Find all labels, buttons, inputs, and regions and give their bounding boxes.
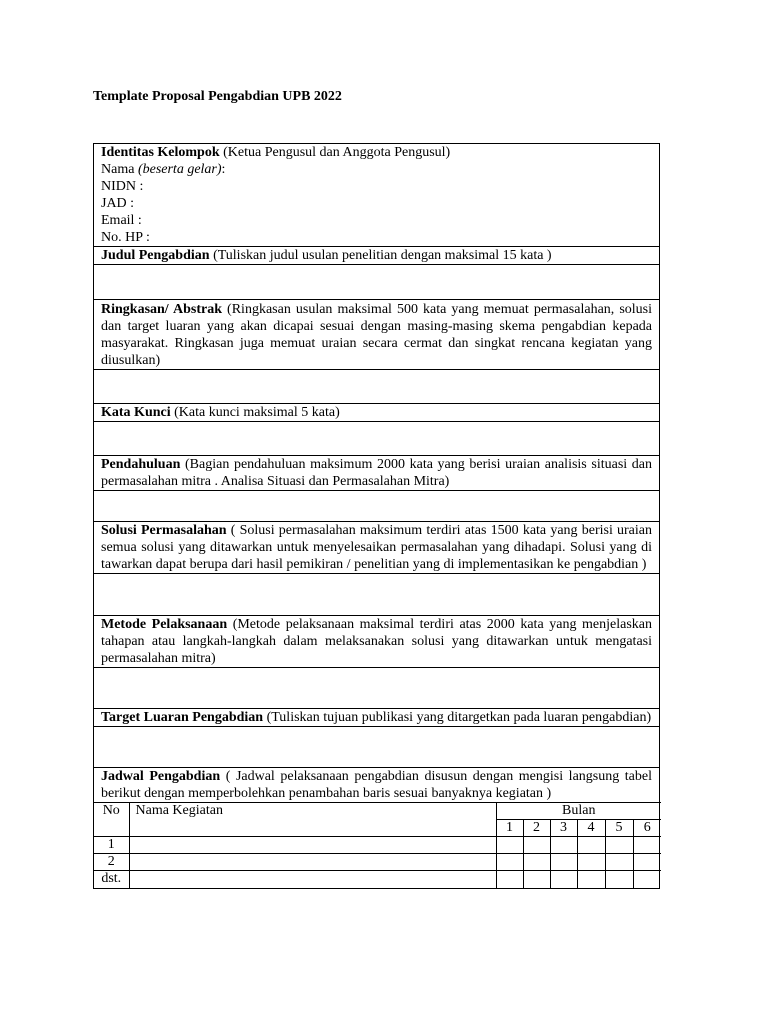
identitas-note: (Ketua Pengusul dan Anggota Pengusul) bbox=[219, 145, 451, 160]
solusi-heading: Solusi Permasalahan bbox=[101, 523, 227, 538]
month-cell[interactable] bbox=[605, 837, 633, 854]
pendahuluan-note: (Bagian pendahuluan maksimum 2000 kata yang berisi uraian analisis situasi dan permasalahan mitra . Analisa Situasi dan Permasalahan Mitra) bbox=[101, 457, 652, 489]
table-row bbox=[94, 871, 661, 888]
ringkasan-heading: Ringkasan/ Abstrak bbox=[101, 302, 222, 317]
ringkasan-section bbox=[94, 300, 659, 370]
document-title: Template Proposal Pengabdian UPB 2022 bbox=[93, 89, 342, 104]
metode-section bbox=[94, 616, 659, 668]
kata-kunci-note: (Kata kunci maksimal 5 kata) bbox=[170, 405, 340, 420]
kata-kunci-heading: Kata Kunci bbox=[101, 405, 171, 420]
month-header: 6 bbox=[633, 820, 661, 837]
judul-heading: Judul Pengabdian bbox=[101, 248, 210, 263]
target-heading: Target Luaran Pengabdian bbox=[101, 710, 264, 725]
nidn-field[interactable]: NIDN : bbox=[101, 179, 144, 194]
month-cell[interactable] bbox=[577, 837, 605, 854]
jadwal-table bbox=[94, 802, 661, 888]
ringkasan-input[interactable] bbox=[94, 370, 659, 404]
col-header-no: No bbox=[94, 803, 129, 837]
hp-field[interactable]: No. HP : bbox=[101, 230, 150, 245]
metode-note: (Metode pelaksanaan maksimal terdiri atas 2000 kata yang menjelaskan tahapan atau langkah-langkah dalam melaksanakan solusi yang ditawarkan untuk mengatasi permasalahan mitra) bbox=[101, 617, 652, 666]
pendahuluan-section bbox=[94, 456, 659, 491]
month-cell[interactable] bbox=[550, 837, 577, 854]
month-cell[interactable] bbox=[496, 854, 523, 871]
month-header: 4 bbox=[577, 820, 605, 837]
ringkasan-note: (Ringkasan usulan maksimal 500 kata yang memuat permasalahan, solusi dan target luaran yang akan dicapai sesuai dengan masing-masing skema pengabdian kepada masyarakat. Ringkasan juga memuat uraian secara cermat dan singkat rencana kegiatan yang diusulkan) bbox=[101, 302, 653, 368]
jadwal-section bbox=[94, 768, 659, 802]
pendahuluan-heading: Pendahuluan bbox=[101, 457, 181, 472]
col-header-nama-kegiatan: Nama Kegiatan bbox=[129, 803, 496, 837]
target-note: (Tuliskan tujuan publikasi yang ditargetkan pada luaran pengabdian) bbox=[263, 710, 652, 725]
month-cell[interactable] bbox=[577, 871, 605, 888]
row-number: 1 bbox=[94, 837, 129, 854]
month-cell[interactable] bbox=[633, 871, 661, 888]
target-section bbox=[94, 709, 659, 727]
identitas-heading: Identitas Kelompok bbox=[101, 145, 220, 160]
judul-input[interactable] bbox=[94, 265, 659, 300]
month-header: 5 bbox=[605, 820, 633, 837]
target-input[interactable] bbox=[94, 727, 659, 768]
identitas-section bbox=[94, 144, 659, 247]
pendahuluan-input[interactable] bbox=[94, 491, 659, 522]
nama-field[interactable]: Nama (beserta gelar): bbox=[101, 162, 226, 177]
judul-section bbox=[94, 247, 659, 265]
month-header: 1 bbox=[496, 820, 523, 837]
month-cell[interactable] bbox=[577, 854, 605, 871]
month-cell[interactable] bbox=[550, 871, 577, 888]
table-row bbox=[94, 837, 661, 854]
metode-input[interactable] bbox=[94, 668, 659, 709]
email-field[interactable]: Email : bbox=[101, 213, 142, 228]
kegiatan-cell[interactable] bbox=[129, 871, 496, 888]
month-cell[interactable] bbox=[496, 871, 523, 888]
month-cell[interactable] bbox=[605, 871, 633, 888]
metode-heading: Metode Pelaksanaan bbox=[101, 617, 228, 632]
solusi-note: ( Solusi permasalahan maksimum terdiri atas 1500 kata yang berisi uraian semua solusi yang ditawarkan untuk menyelesaikan permasalahan yang dihadapi. Solusi yang di tawarkan dapat berupa dari hasil pemikiran / penelitian yang di implementasikan ke pengabdian ) bbox=[101, 523, 652, 572]
month-cell[interactable] bbox=[523, 854, 550, 871]
jadwal-note: ( Jadwal pelaksanaan pengabdian disusun dengan mengisi langsung tabel berikut dengan memperbolehkan penambahan baris sesuai banyaknya kegiatan ) bbox=[101, 769, 652, 801]
jad-field[interactable]: JAD : bbox=[101, 196, 135, 211]
table-row bbox=[94, 854, 661, 871]
col-header-bulan: Bulan bbox=[496, 803, 661, 820]
month-cell[interactable] bbox=[550, 854, 577, 871]
month-cell[interactable] bbox=[496, 837, 523, 854]
row-number: dst. bbox=[94, 871, 129, 888]
judul-note: (Tuliskan judul usulan penelitian dengan maksimal 15 kata ) bbox=[209, 248, 552, 263]
jadwal-heading: Jadwal Pengabdian bbox=[101, 769, 221, 784]
month-cell[interactable] bbox=[605, 854, 633, 871]
month-header: 2 bbox=[523, 820, 550, 837]
month-cell[interactable] bbox=[633, 854, 661, 871]
proposal-form bbox=[93, 143, 660, 889]
kata-kunci-input[interactable] bbox=[94, 422, 659, 456]
month-cell[interactable] bbox=[633, 837, 661, 854]
kegiatan-cell[interactable] bbox=[129, 837, 496, 854]
kegiatan-cell[interactable] bbox=[129, 854, 496, 871]
kata-kunci-section bbox=[94, 404, 659, 422]
row-number: 2 bbox=[94, 854, 129, 871]
solusi-input[interactable] bbox=[94, 574, 659, 616]
solusi-section bbox=[94, 522, 659, 574]
month-cell[interactable] bbox=[523, 837, 550, 854]
month-cell[interactable] bbox=[523, 871, 550, 888]
month-header: 3 bbox=[550, 820, 577, 837]
